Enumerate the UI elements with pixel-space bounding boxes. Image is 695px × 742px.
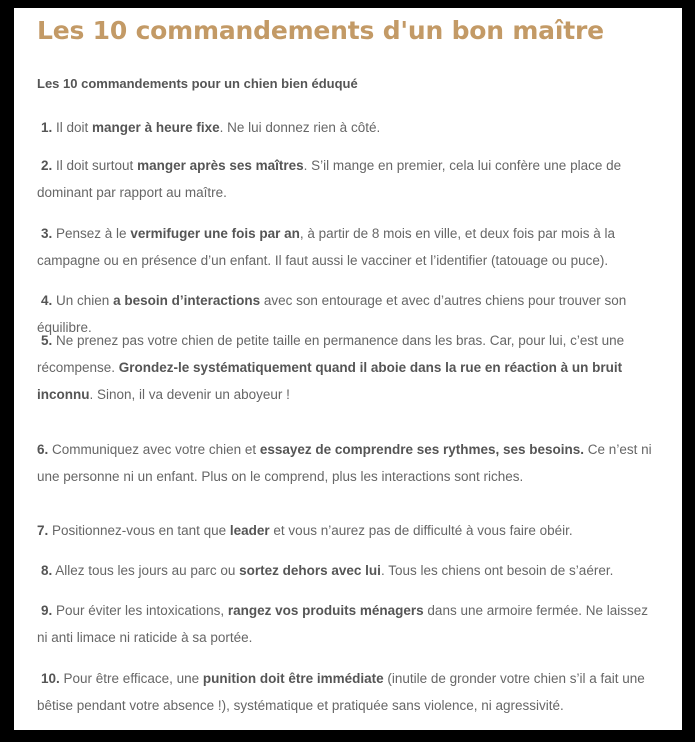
list-item xyxy=(37,152,659,206)
item-emphasis: Grondez-le systématiquement quand il aboie dans la rue en réaction à un bruit inconnu xyxy=(37,360,623,402)
item-text: Pour éviter les intoxications, xyxy=(52,603,228,618)
list-item xyxy=(37,597,659,651)
item-text: Il doit xyxy=(52,120,93,135)
item-emphasis: leader xyxy=(229,523,270,538)
item-emphasis: manger à heure fixe xyxy=(92,120,220,135)
item-emphasis: punition doit être immédiate xyxy=(202,671,384,686)
item-number: 2. xyxy=(41,158,53,173)
item-emphasis: vermifuger une fois par an xyxy=(130,226,300,241)
list-item xyxy=(37,114,663,141)
item-number: 5. xyxy=(41,333,53,348)
item-emphasis: a besoin d’interactions xyxy=(113,293,261,308)
item-number: 4. xyxy=(41,293,53,308)
item-number: 10. xyxy=(41,671,60,686)
item-emphasis: rangez vos produits ménagers xyxy=(227,603,424,618)
item-text: Ce n’est ni une personne ni un enfant. Plus on le comprend, plus les interactions sont riches. xyxy=(37,442,652,484)
item-emphasis: manger après ses maîtres xyxy=(137,158,304,173)
item-text: et vous n’aurez pas de difficulté à vous faire obéir. xyxy=(269,523,573,538)
item-text: . Sinon, il va devenir un aboyeur ! xyxy=(89,387,290,402)
item-number: 9. xyxy=(41,603,53,618)
item-text: Pensez à le xyxy=(52,226,131,241)
item-number: 7. xyxy=(37,523,49,538)
subtitle: Les 10 commandements pour un chien bien éduqué xyxy=(37,76,358,91)
item-text: . S’il mange en premier, cela lui confère une place de dominant par rapport au maître. xyxy=(37,158,622,200)
list-item xyxy=(37,220,659,274)
item-number: 6. xyxy=(37,442,49,457)
page-title: Les 10 commandements d'un bon maître xyxy=(37,16,604,45)
list-item xyxy=(37,436,659,490)
item-text: Positionnez-vous en tant que xyxy=(48,523,230,538)
item-number: 3. xyxy=(41,226,53,241)
item-text: . Ne lui donnez rien à côté. xyxy=(219,120,381,135)
item-text: (inutile de gronder votre chien s’il a fait une bêtise pendant votre absence !), systématique et pratiquée sans violence, ni agressivité. xyxy=(37,671,645,713)
list-item xyxy=(37,517,659,544)
article xyxy=(14,8,682,730)
list-item xyxy=(37,327,659,408)
item-emphasis: essayez de comprendre ses rythmes, ses besoins. xyxy=(259,442,585,457)
item-text: Communiquez avec votre chien et xyxy=(48,442,260,457)
item-text: Ne prenez pas votre chien de petite taille en permanence dans les bras. Car, pour lui, c’est une récompense. xyxy=(37,333,625,375)
item-text: . Tous les chiens ont besoin de s’aérer. xyxy=(380,563,614,578)
item-number: 8. xyxy=(41,563,53,578)
item-text: Pour être efficace, une xyxy=(59,671,203,686)
item-text: , à partir de 8 mois en ville, et deux fois par mois à la campagne ou en présence d’un enfant. Il faut aussi le vacciner et l’identifier (tatouage ou puce). xyxy=(37,226,616,268)
item-text: Allez tous les jours au parc ou xyxy=(52,563,240,578)
item-text: dans une armoire fermée. Ne laissez ni anti limace ni raticide à sa portée. xyxy=(37,603,649,645)
list-item xyxy=(37,557,659,584)
item-text: Il doit surtout xyxy=(52,158,138,173)
item-text: Un chien xyxy=(52,293,114,308)
item-number: 1. xyxy=(41,120,53,135)
list-item xyxy=(37,665,659,719)
item-text: avec son entourage et avec d’autres chiens pour trouver son équilibre. xyxy=(37,293,627,335)
item-emphasis: sortez dehors avec lui xyxy=(239,563,381,578)
